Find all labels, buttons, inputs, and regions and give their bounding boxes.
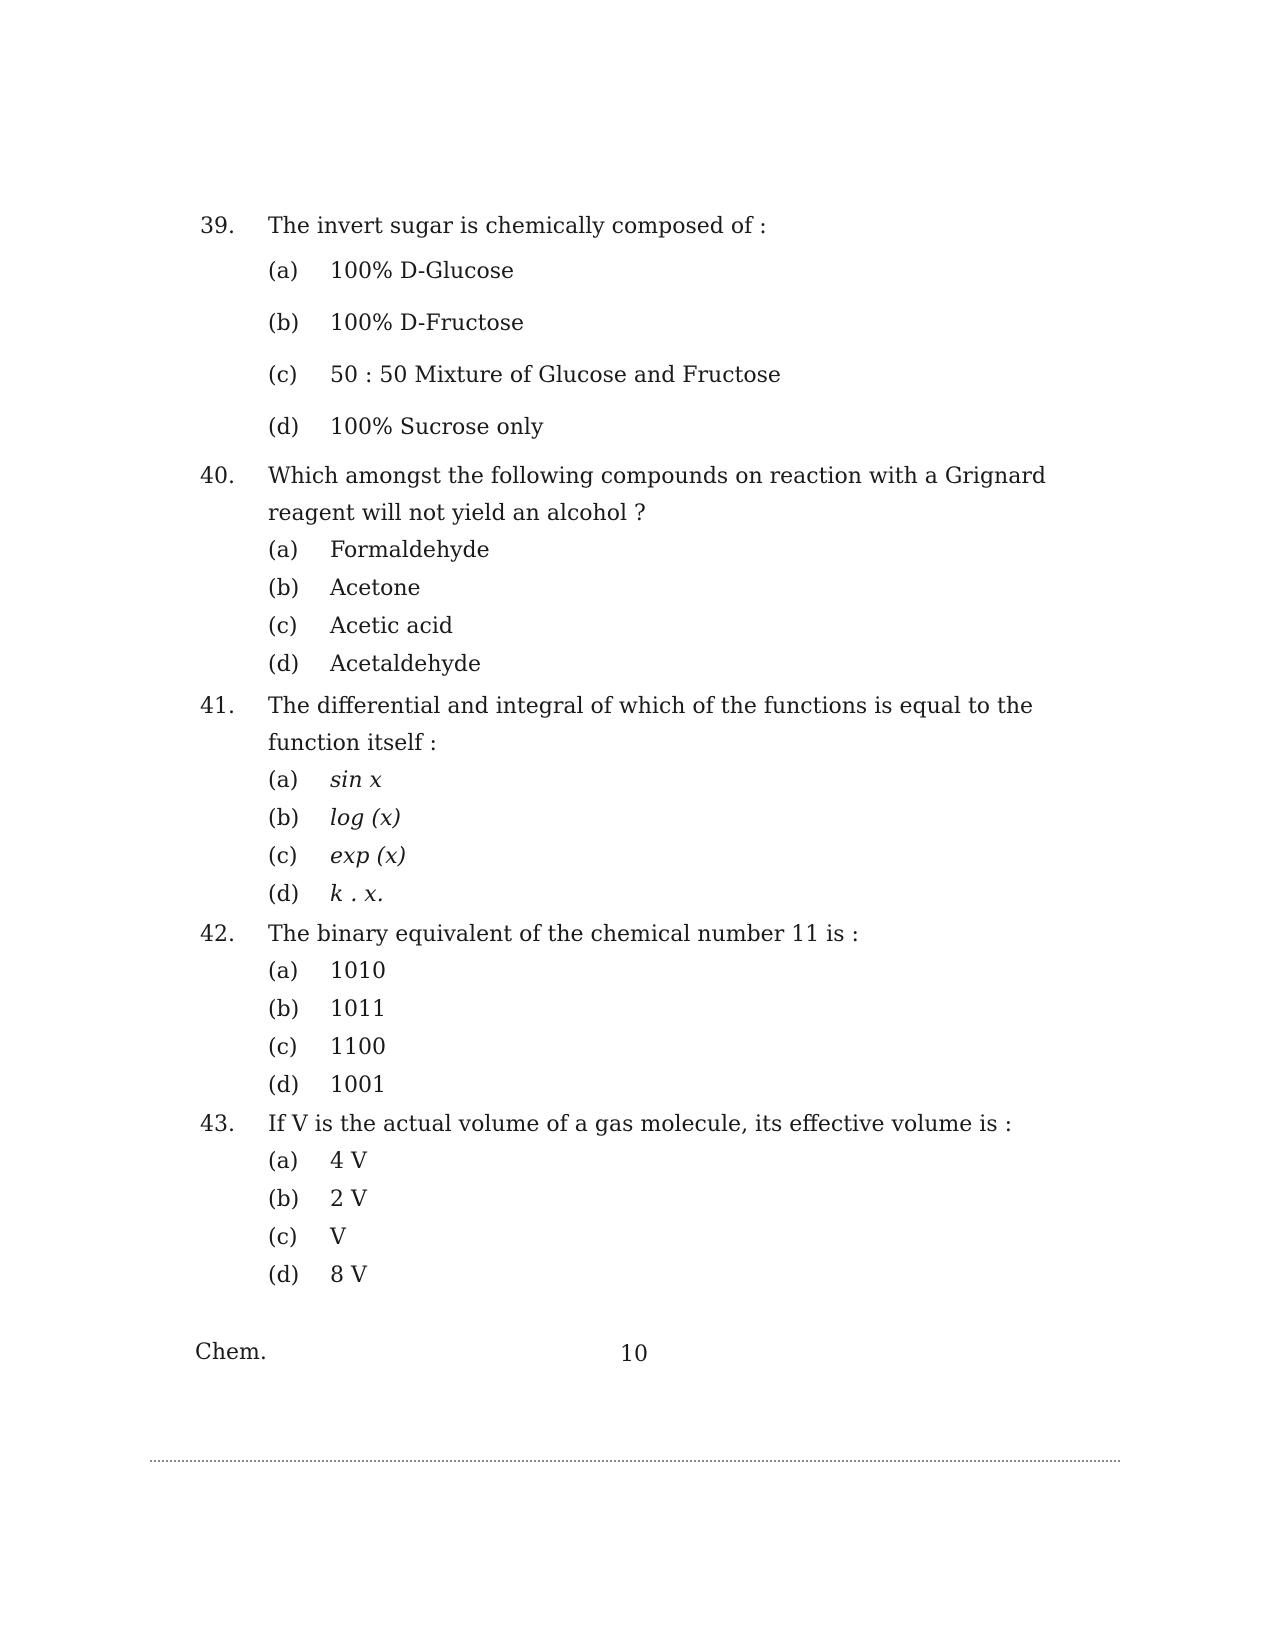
option-label: (a) <box>268 768 299 793</box>
option-label: (d) <box>268 1073 300 1098</box>
option-c <box>268 357 1120 409</box>
option-text: Acetone <box>330 576 421 601</box>
option-label: (b) <box>268 311 300 336</box>
question-text: The binary equivalent of the chemical number 11 is : <box>268 922 859 947</box>
question-43 <box>200 1106 1120 1295</box>
option-text: 1010 <box>330 959 386 984</box>
option-text: 4 V <box>330 1149 367 1174</box>
option-label: (b) <box>268 997 300 1022</box>
option-label: (c) <box>268 363 298 388</box>
option-d <box>268 409 1120 447</box>
option-text: log (x) <box>330 806 401 831</box>
option-c <box>268 1029 1120 1067</box>
option-label: (a) <box>268 259 299 284</box>
option-a <box>268 1143 1120 1181</box>
option-text: 1011 <box>330 997 386 1022</box>
question-number: 43. <box>200 1112 235 1137</box>
option-label: (c) <box>268 1035 298 1060</box>
question-text: Which amongst the following compounds on reaction with a Grignard reagent will not yield an alcohol ? <box>268 464 1046 526</box>
option-text: k . x. <box>330 882 384 907</box>
option-b <box>268 570 1120 608</box>
option-c <box>268 838 1120 876</box>
option-label: (d) <box>268 652 300 677</box>
option-text: sin x <box>330 768 382 793</box>
option-text: 2 V <box>330 1187 367 1212</box>
option-label: (c) <box>268 1225 298 1250</box>
option-d <box>268 646 1120 684</box>
page-divider <box>150 1460 1120 1462</box>
option-d <box>268 876 1120 914</box>
option-text: Acetaldehyde <box>330 652 482 677</box>
option-a <box>268 953 1120 991</box>
option-a <box>268 253 1120 305</box>
option-text: exp (x) <box>330 844 407 869</box>
question-number: 40. <box>200 464 235 489</box>
option-label: (d) <box>268 882 300 907</box>
option-c <box>268 608 1120 646</box>
option-text: V <box>330 1225 346 1250</box>
option-text: 8 V <box>330 1263 367 1288</box>
option-b <box>268 1181 1120 1219</box>
option-label: (c) <box>268 844 298 869</box>
question-number: 41. <box>200 694 235 719</box>
question-42 <box>200 916 1120 1105</box>
question-text: The invert sugar is chemically composed of : <box>268 214 767 239</box>
option-text: 100% Sucrose only <box>330 415 544 440</box>
option-text: 100% D-Fructose <box>330 311 525 336</box>
option-label: (c) <box>268 614 298 639</box>
option-a <box>268 762 1120 800</box>
option-d <box>268 1257 1120 1295</box>
option-label: (b) <box>268 576 300 601</box>
option-label: (a) <box>268 1149 299 1174</box>
option-b <box>268 991 1120 1029</box>
option-text: 1100 <box>330 1035 386 1060</box>
question-text: If V is the actual volume of a gas molecule, its effective volume is : <box>268 1112 1013 1137</box>
option-label: (b) <box>268 806 300 831</box>
option-d <box>268 1067 1120 1105</box>
option-text: 1001 <box>330 1073 386 1098</box>
option-label: (d) <box>268 415 300 440</box>
option-text: 100% D-Glucose <box>330 259 515 284</box>
option-text: Formaldehyde <box>330 538 490 563</box>
option-a <box>268 532 1120 570</box>
question-number: 39. <box>200 214 235 239</box>
option-label: (a) <box>268 538 299 563</box>
question-number: 42. <box>200 922 235 947</box>
option-c <box>268 1219 1120 1257</box>
option-label: (a) <box>268 959 299 984</box>
question-40 <box>200 458 1120 684</box>
page-number: 10 <box>620 1342 648 1367</box>
option-label: (d) <box>268 1263 300 1288</box>
option-label: (b) <box>268 1187 300 1212</box>
question-41 <box>200 688 1120 914</box>
question-text: The differential and integral of which of the functions is equal to the function itself : <box>268 694 1034 756</box>
option-b <box>268 305 1120 357</box>
option-text: Acetic acid <box>330 614 453 639</box>
question-39 <box>200 208 1120 447</box>
option-text: 50 : 50 Mixture of Glucose and Fructose <box>330 363 781 388</box>
subject-code: Chem. <box>195 1340 267 1365</box>
option-b <box>268 800 1120 838</box>
